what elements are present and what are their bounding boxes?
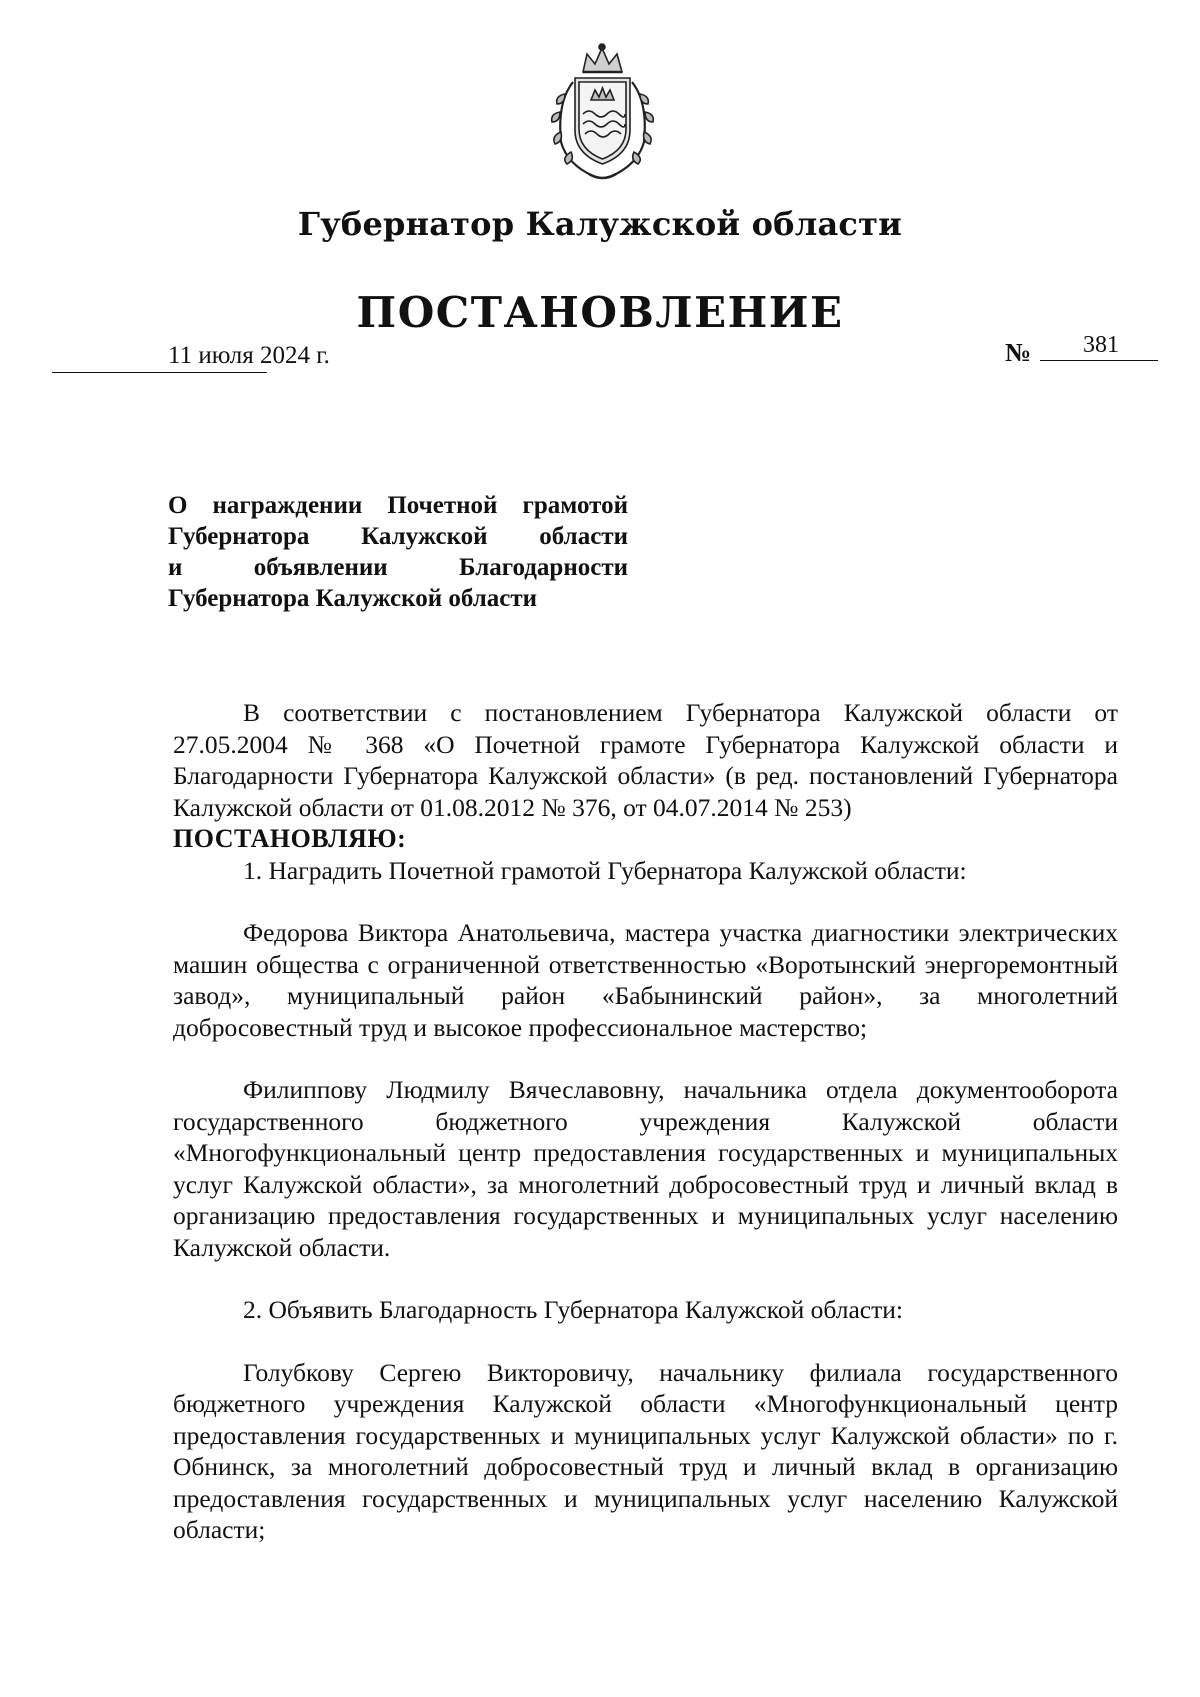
document-body	[173, 697, 1118, 1546]
subject-line: О награждении Почетной грамотой	[168, 492, 628, 519]
document-number: 381	[1083, 332, 1119, 358]
gratitude-entry: Голубкову Сергею Викторовичу, начальнику филиала государственного бюджетного учреждения Калужской области «Многофункциональный центр предоставления государственных и муниципальных услуг Калужской области» по г. Обнинск, за многолетний добросовестный труд и личный вклад в организацию предоставления государственных и муниципальных услуг населению Калужской области;	[173, 1357, 1118, 1544]
number-underline	[1040, 360, 1158, 361]
decree-word: ПОСТАНОВЛЯЮ:	[173, 824, 407, 853]
subject-line: Губернатора Калужской области	[168, 523, 628, 550]
kaluga-region-coat-of-arms-icon	[545, 42, 660, 182]
number-sign: №	[1005, 338, 1032, 367]
item-2-heading: 2. Объявить Благодарность Губернатора Калужской области:	[243, 1295, 903, 1324]
award-entry: Филиппову Людмилу Вячеславовну, начальника отдела документооборота государственного бюджетного учреждения Калужской области «Многофункциональный центр предоставления государственных и муниципальных услуг Калужской области», за многолетний добросовестный труд и личный вклад в организацию предоставления государственных и муниципальных услуг населению Калужской области.	[173, 1075, 1118, 1262]
subject-line: Губернатора Калужской области	[168, 585, 538, 612]
document-subject	[168, 490, 628, 614]
date-underline	[52, 372, 267, 373]
document-date: 11 июля 2024 г.	[168, 342, 330, 369]
award-entry: Федорова Виктора Анатольевича, мастера участка диагностики электрических машин общества с ограниченной ответственностью «Воротынский энергоремонтный завод», муниципальный район «Бабынинский район», за многолетний добросовестный труд и высокое профессиональное мастерство;	[173, 918, 1118, 1042]
issuing-authority: Губернатор Калужской области	[297, 205, 903, 243]
document-type-title: ПОСТАНОВЛЕНИЕ	[356, 288, 844, 337]
preamble-paragraph: В соответствии с постановлением Губернатора Калужской области от 27.05.2004 № 368 «О Почетной грамоте Губернатора Калужской области и Благодарности Губернатора Калужской области» (в ред. постановлений Губернатора Калужской области от 01.08.2012 № 376, от 04.07.2014 № 253)	[173, 698, 1118, 822]
item-1-heading: 1. Наградить Почетной грамотой Губернатора Калужской области:	[243, 855, 967, 885]
subject-line: и объявлении Благодарности	[168, 554, 628, 581]
